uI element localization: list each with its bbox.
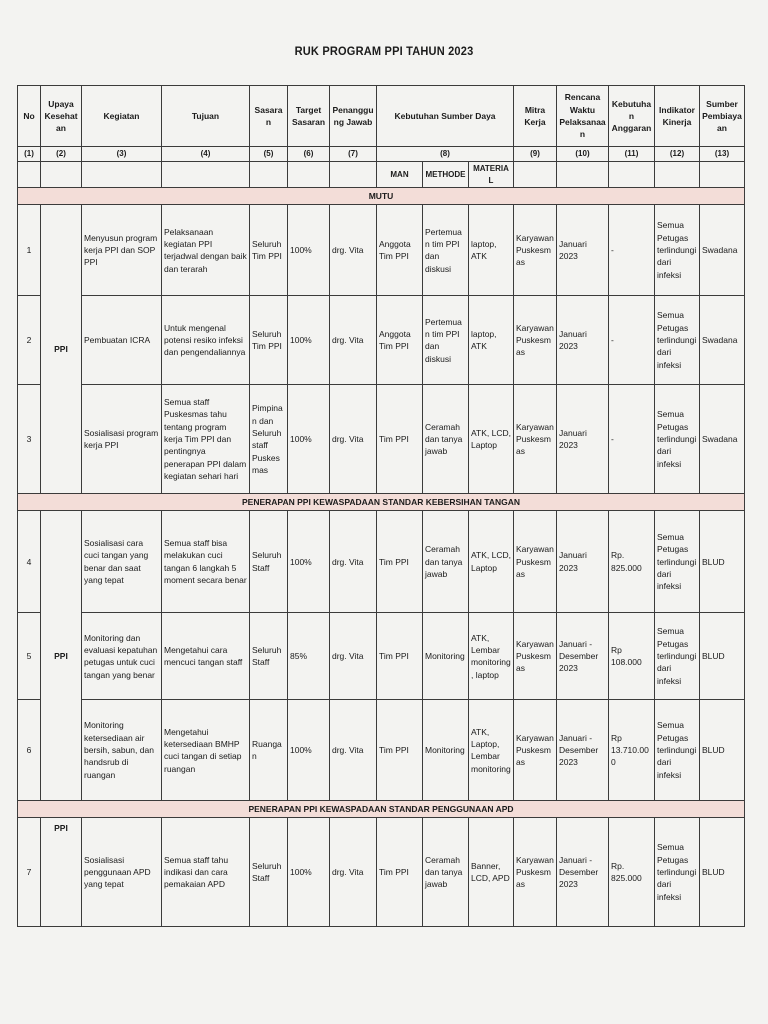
row-no: 2 <box>18 296 41 385</box>
indikator-cell: Semua Petugas terlindungi dari infeksi <box>655 818 700 927</box>
methode-cell: Monitoring <box>423 700 469 801</box>
sumber-cell: Swadana <box>700 385 745 494</box>
indikator-cell: Semua Petugas terlindungi dari infeksi <box>655 613 700 700</box>
mitra-cell: Karyawan Puskesmas <box>514 700 557 801</box>
sub-header-row <box>18 162 745 188</box>
table-row <box>18 818 745 927</box>
ruk-table <box>17 85 745 927</box>
methode-cell: Ceramah dan tanya jawab <box>423 385 469 494</box>
sasaran-cell: Seluruh Tim PPI <box>250 296 288 385</box>
man-cell: Anggota Tim PPI <box>377 205 423 296</box>
row-no: 5 <box>18 613 41 700</box>
target-cell: 85% <box>288 613 330 700</box>
pj-cell: drg. Vita <box>330 700 377 801</box>
sasaran-cell: Ruangan <box>250 700 288 801</box>
col-number: (9) <box>514 147 557 162</box>
upaya-cell: PPI <box>41 511 82 801</box>
col-number: (5) <box>250 147 288 162</box>
indikator-cell: Semua Petugas terlindungi dari infeksi <box>655 296 700 385</box>
row-no: 7 <box>18 818 41 927</box>
indikator-cell: Semua Petugas terlindungi dari infeksi <box>655 700 700 801</box>
material-cell: laptop, ATK <box>469 296 514 385</box>
pj-cell: drg. Vita <box>330 613 377 700</box>
col-header-indikator: Indikator Kinerja <box>655 86 700 147</box>
mitra-cell: Karyawan Puskesmas <box>514 613 557 700</box>
tujuan-cell: Semua staff Puskesmas tahu tentang program kerja Tim PPI dan pentingnya penerapan PPI dalam kegiatan sehari hari <box>162 385 250 494</box>
material-cell: Banner, LCD, APD <box>469 818 514 927</box>
col-number: (13) <box>700 147 745 162</box>
col-number: (2) <box>41 147 82 162</box>
col-header-mitra: Mitra Kerja <box>514 86 557 147</box>
mitra-cell: Karyawan Puskesmas <box>514 296 557 385</box>
indikator-cell: Semua Petugas terlindungi dari infeksi <box>655 511 700 613</box>
section-title: PENERAPAN PPI KEWASPADAAN STANDAR KEBERSIHAN TANGAN <box>18 494 745 511</box>
header-row <box>18 86 745 147</box>
waktu-cell: Januari - Desember 2023 <box>557 700 609 801</box>
row-no: 1 <box>18 205 41 296</box>
anggaran-cell: Rp 108.000 <box>609 613 655 700</box>
man-cell: Tim PPI <box>377 818 423 927</box>
col-header-kebutuhan: Kebutuhan Sumber Daya <box>377 86 514 147</box>
col-header-no: No <box>18 86 41 147</box>
kegiatan-cell: Pembuatan ICRA <box>82 296 162 385</box>
waktu-cell: Januari 2023 <box>557 511 609 613</box>
pj-cell: drg. Vita <box>330 511 377 613</box>
sasaran-cell: Pimpinan dan Seluruh staff Puskesmas <box>250 385 288 494</box>
tujuan-cell: Mengetahui ketersediaan BMHP cuci tangan di setiap ruangan <box>162 700 250 801</box>
col-header-penanggung: Penanggung Jawab <box>330 86 377 147</box>
pj-cell: drg. Vita <box>330 205 377 296</box>
sumber-cell: BLUD <box>700 818 745 927</box>
col-header-sumber: Sumber Pembiayaan <box>700 86 745 147</box>
man-cell: Tim PPI <box>377 613 423 700</box>
row-no: 6 <box>18 700 41 801</box>
sumber-cell: BLUD <box>700 700 745 801</box>
mitra-cell: Karyawan Puskesmas <box>514 385 557 494</box>
waktu-cell: Januari 2023 <box>557 205 609 296</box>
waktu-cell: Januari 2023 <box>557 296 609 385</box>
kegiatan-cell: Monitoring ketersediaan air bersih, sabun, dan handsrub di ruangan <box>82 700 162 801</box>
sumber-cell: BLUD <box>700 511 745 613</box>
target-cell: 100% <box>288 296 330 385</box>
kegiatan-cell: Monitoring dan evaluasi kepatuhan petugas untuk cuci tangan yang benar <box>82 613 162 700</box>
waktu-cell: Januari - Desember 2023 <box>557 818 609 927</box>
section-row-mutu <box>18 188 745 205</box>
indikator-cell: Semua Petugas terlindungi dari infeksi <box>655 385 700 494</box>
col-header-target: Target Sasaran <box>288 86 330 147</box>
waktu-cell: Januari 2023 <box>557 385 609 494</box>
man-cell: Tim PPI <box>377 511 423 613</box>
table-row <box>18 613 745 700</box>
section-title: PENERAPAN PPI KEWASPADAAN STANDAR PENGGUNAAN APD <box>18 801 745 818</box>
sasaran-cell: Seluruh Tim PPI <box>250 205 288 296</box>
methode-cell: Ceramah dan tanya jawab <box>423 511 469 613</box>
upaya-cell: PPI <box>41 818 82 927</box>
man-cell: Anggota Tim PPI <box>377 296 423 385</box>
tujuan-cell: Semua staff bisa melakukan cuci tangan 6 langkah 5 moment secara benar <box>162 511 250 613</box>
col-header-sasaran: Sasaran <box>250 86 288 147</box>
table-row <box>18 296 745 385</box>
col-number: (3) <box>82 147 162 162</box>
table-row <box>18 700 745 801</box>
kegiatan-cell: Menyusun program kerja PPI dan SOP PPI <box>82 205 162 296</box>
page-title: RUK PROGRAM PPI TAHUN 2023 <box>294 44 474 58</box>
material-cell: ATK, LCD, Laptop <box>469 385 514 494</box>
section-row-apd <box>18 801 745 818</box>
material-cell: ATK, LCD, Laptop <box>469 511 514 613</box>
col-header-tujuan: Tujuan <box>162 86 250 147</box>
section-row-tangan <box>18 494 745 511</box>
col-number: (6) <box>288 147 330 162</box>
mitra-cell: Karyawan Puskesmas <box>514 511 557 613</box>
man-cell: Tim PPI <box>377 385 423 494</box>
sumber-cell: Swadana <box>700 296 745 385</box>
target-cell: 100% <box>288 818 330 927</box>
sasaran-cell: Seluruh Staff <box>250 613 288 700</box>
table-row <box>18 385 745 494</box>
anggaran-cell: Rp 13.710.000 <box>609 700 655 801</box>
sumber-cell: BLUD <box>700 613 745 700</box>
col-number: (1) <box>18 147 41 162</box>
material-cell: ATK, Laptop, Lembar monitoring <box>469 700 514 801</box>
material-cell: laptop, ATK <box>469 205 514 296</box>
methode-cell: Monitoring <box>423 613 469 700</box>
col-header-upaya: Upaya Kesehatan <box>41 86 82 147</box>
anggaran-cell: Rp. 825.000 <box>609 818 655 927</box>
col-header-kegiatan: Kegiatan <box>82 86 162 147</box>
col-number: (11) <box>609 147 655 162</box>
pj-cell: drg. Vita <box>330 385 377 494</box>
tujuan-cell: Untuk mengenal potensi resiko infeksi dan pengendaliannya <box>162 296 250 385</box>
sub-header-methode: METHODE <box>423 162 469 188</box>
sumber-cell: Swadana <box>700 205 745 296</box>
waktu-cell: Januari - Desember 2023 <box>557 613 609 700</box>
methode-cell: Pertemuan tim PPI dan diskusi <box>423 296 469 385</box>
col-number: (4) <box>162 147 250 162</box>
kegiatan-cell: Sosialisasi cara cuci tangan yang benar dan saat yang tepat <box>82 511 162 613</box>
pj-cell: drg. Vita <box>330 818 377 927</box>
anggaran-cell: - <box>609 385 655 494</box>
col-number: (10) <box>557 147 609 162</box>
col-header-anggaran: Kebutuhan Anggaran <box>609 86 655 147</box>
sasaran-cell: Seluruh Staff <box>250 511 288 613</box>
kegiatan-cell: Sosialisasi penggunaan APD yang tepat <box>82 818 162 927</box>
table-row <box>18 511 745 613</box>
tujuan-cell: Semua staff tahu indikasi dan cara pemakaian APD <box>162 818 250 927</box>
upaya-cell: PPI <box>41 205 82 494</box>
man-cell: Tim PPI <box>377 700 423 801</box>
anggaran-cell: Rp. 825.000 <box>609 511 655 613</box>
kegiatan-cell: Sosialisasi program kerja PPI <box>82 385 162 494</box>
sub-header-material: MATERIAL <box>469 162 514 188</box>
methode-cell: Pertemuan tim PPI dan diskusi <box>423 205 469 296</box>
target-cell: 100% <box>288 385 330 494</box>
col-number: (8) <box>377 147 514 162</box>
anggaran-cell: - <box>609 205 655 296</box>
anggaran-cell: - <box>609 296 655 385</box>
indikator-cell: Semua Petugas terlindungi dari infeksi <box>655 205 700 296</box>
material-cell: ATK, Lembar monitoring, laptop <box>469 613 514 700</box>
section-title: MUTU <box>18 188 745 205</box>
mitra-cell: Karyawan Puskesmas <box>514 818 557 927</box>
col-number: (7) <box>330 147 377 162</box>
methode-cell: Ceramah dan tanya jawab <box>423 818 469 927</box>
target-cell: 100% <box>288 700 330 801</box>
sasaran-cell: Seluruh Staff <box>250 818 288 927</box>
table-row <box>18 205 745 296</box>
row-no: 3 <box>18 385 41 494</box>
tujuan-cell: Pelaksanaan kegiatan PPI terjadwal dengan baik dan terarah <box>162 205 250 296</box>
col-header-rencana: Rencana Waktu Pelaksanaan <box>557 86 609 147</box>
row-no: 4 <box>18 511 41 613</box>
column-number-row <box>18 147 745 162</box>
target-cell: 100% <box>288 511 330 613</box>
tujuan-cell: Mengetahui cara mencuci tangan staff <box>162 613 250 700</box>
mitra-cell: Karyawan Puskesmas <box>514 205 557 296</box>
sub-header-man: MAN <box>377 162 423 188</box>
target-cell: 100% <box>288 205 330 296</box>
pj-cell: drg. Vita <box>330 296 377 385</box>
col-number: (12) <box>655 147 700 162</box>
